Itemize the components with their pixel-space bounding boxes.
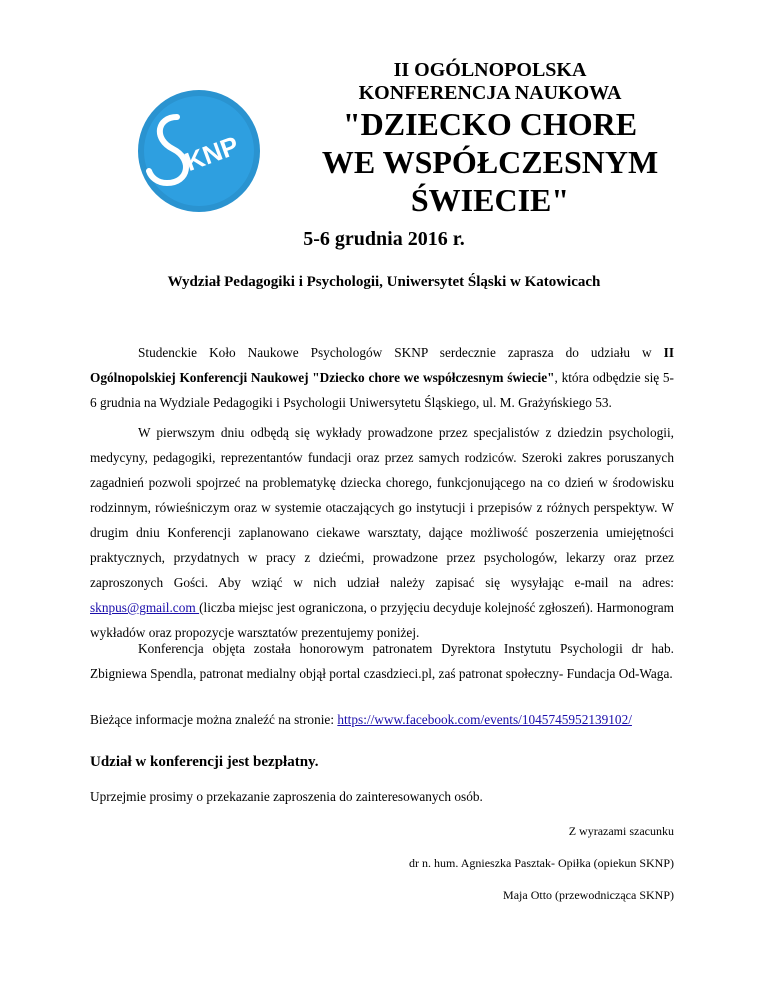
paragraph-program (90, 420, 674, 645)
title-main-2: WE WSPÓŁCZESNYM (321, 144, 659, 180)
conference-venue: Wydział Pedagogiki i Psychologii, Uniwersytet Śląski w Katowicach (167, 274, 601, 290)
free-participation-note: Udział w konferencji jest bezpłatny. (90, 754, 319, 770)
sknp-logo (135, 87, 263, 215)
conference-name-bold: II Ogólnopolskiej Konferencji Naukowej "Dziecko chore we współczesnym świecie" (90, 345, 674, 385)
sknp-logo-icon (135, 87, 263, 215)
title-line-2: KONFERENCJA NAUKOWA (358, 82, 622, 104)
title-main-1: "DZIECKO CHORE (342, 106, 638, 142)
forward-request: Uprzejmie prosimy o przekazanie zaproszenia do zainteresowanych osób. (90, 789, 483, 804)
info-text: Bieżące informacje można znaleźć na stronie: (90, 712, 338, 727)
signature-supervisor: dr n. hum. Agnieszka Pasztak- Opiłka (opiekun SKNP) (409, 856, 674, 870)
email-link[interactable]: sknpus@gmail.com (90, 600, 200, 615)
invitation-text-a: Studenckie Koło Naukowe Psychologów SKNP serdecznie zaprasza do udziału w (138, 345, 664, 360)
conference-title (300, 58, 680, 218)
paragraph-info (90, 707, 674, 732)
program-text-a: W pierwszym dniu odbędą się wykłady prowadzone przez specjalistów z dziedzin psychologii, medycyny, pedagogiki, reprezentantów fundacji oraz przez samych rodziców. Szeroki zakres poruszanych zagadnień pozwoli spojrzeć na problematykę dziecka chorego, funkcjonującego na co dzień w środowisku rodzinnym, rówieśniczym oraz w systemie otaczających go instytucji i przepisów z różnych perspektyw. W drugim dniu Konferencji zaplanowano ciekawe warsztaty, dające możliwość poszerzenia umiejętności praktycznych, przydatnych w pracy z dziećmi, prowadzone przez psychologów, lekarzy oraz przez zaproszonych Gości. Aby wziąć w nich udział należy zapisać się wysyłając e-mail na adres: (90, 425, 674, 590)
facebook-event-link[interactable]: https://www.facebook.com/events/1045745952139102/ (337, 712, 632, 727)
paragraph-patronage: Konferencja objęta została honorowym patronatem Dyrektora Instytutu Psychologii dr hab. Zbigniewa Spendla, patronat medialny objął portal czasdzieci.pl, zaś patronat społeczny- Fundacja Od-Waga. (90, 641, 674, 681)
title-line-1: II OGÓLNOPOLSKA (393, 59, 587, 81)
invitation-text-b: , która odbędzie się 5-6 grudnia na Wydziale Pedagogiki i Psychologii Uniwersytetu Śląskiego, ul. M. Grażyńskiego 53. (90, 370, 674, 410)
signature-chair: Maja Otto (przewodnicząca SKNP) (503, 888, 674, 902)
title-main-3: ŚWIECIE" (410, 182, 570, 218)
program-text-b: (liczba miejsc jest ograniczona, o przyjęciu decyduje kolejność zgłoszeń). Harmonogram wykładów oraz propozycje warsztatów prezentujemy poniżej. (90, 600, 674, 640)
conference-date: 5-6 grudnia 2016 r. (303, 228, 465, 250)
paragraph-invitation (90, 340, 674, 415)
svg-text:KNP: KNP (180, 130, 243, 177)
closing-greeting: Z wyrazami szacunku (568, 824, 674, 838)
